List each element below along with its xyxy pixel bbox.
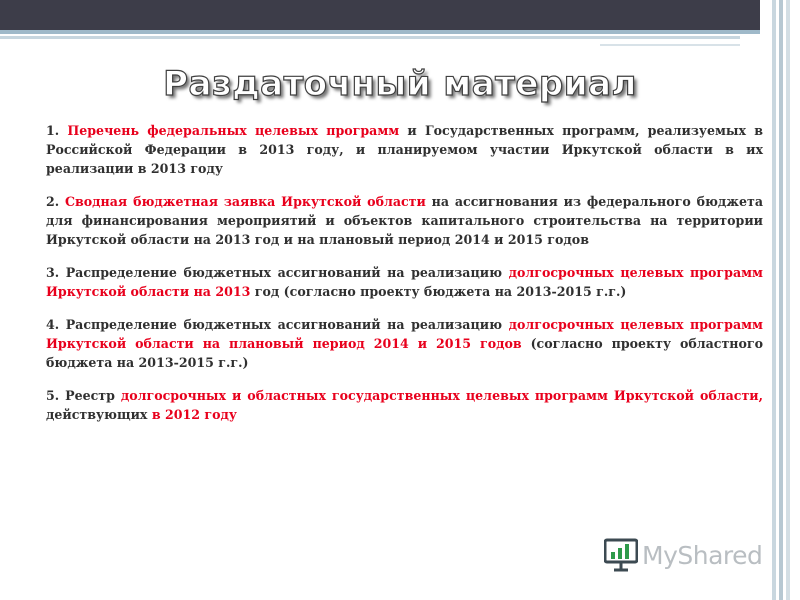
list-item: [46, 192, 763, 249]
item-text: на ассигнования из федерального бюджета для финансирования мероприятий и объектов капитального строительства на территории Иркутской области на 2013 год и на плановый период 2014 и 2015 годов: [46, 194, 763, 247]
item-number: 2.: [46, 194, 60, 209]
item-text: год (согласно проекту бюджета на 2013-2015 г.г.): [250, 284, 627, 299]
item-text-red: долгосрочных целевых программ Иркутской области на плановый период 2014 и 2015 годов: [46, 317, 763, 351]
presentation-board-icon: [604, 538, 638, 572]
list-item: [46, 263, 763, 301]
item-text: Реестр: [59, 388, 121, 403]
item-text-red: долгосрочных и областных государственных целевых программ Иркутской области,: [120, 388, 763, 403]
list-item: [46, 386, 763, 424]
page-title: Раздаточный материал: [163, 64, 637, 104]
myshared-logo[interactable]: [604, 538, 764, 572]
item-text-red: Сводная бюджетная заявка Иркутской области: [59, 194, 426, 209]
item-text: действующих: [46, 407, 152, 422]
item-text-red: Перечень федеральных целевых программ: [59, 123, 400, 138]
logo-text: MyShared: [642, 540, 763, 570]
item-number: 1.: [46, 123, 60, 138]
top-band-accent: [0, 30, 760, 34]
top-band-short-line: [600, 44, 740, 46]
top-band-line: [0, 36, 740, 39]
item-text-red: в 2012 году: [151, 407, 237, 422]
item-text: Распределение бюджетных ассигнований на реализацию: [59, 265, 509, 280]
item-text: Распределение бюджетных ассигнований на реализацию: [59, 317, 509, 332]
item-number: 5.: [46, 388, 60, 403]
item-text-red: долгосрочных целевых программ Иркутской области на 2013: [46, 265, 763, 299]
item-text: (согласно проекту областного бюджета на 2013-2015 г.г.): [46, 336, 763, 370]
top-band: [0, 0, 760, 30]
list-item: [46, 315, 763, 372]
item-number: 3.: [46, 265, 60, 280]
item-number: 4.: [46, 317, 60, 332]
handout-list: [46, 121, 763, 438]
list-item: [46, 121, 763, 178]
item-text: и Государственных программ, реализуемых в Российской Федерации в 2013 году, и планируемом участии Иркутской области в их реализации в 2013 году: [46, 123, 763, 176]
